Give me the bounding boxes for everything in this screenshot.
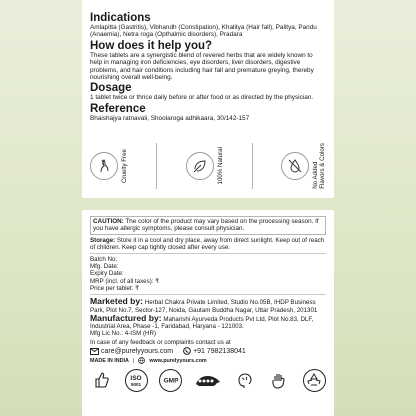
brain-icon [234,369,257,392]
marketed-text: Herbal Chakra Private Limited, Studio No.05B, IHDP Business Park, Plot No.7, Sector-127, Noida, Gautam Buddha Nagar, Uttar Pradesh, 201301 [90,299,318,314]
mrp-line [90,278,326,285]
marketed-label: Marketed by: [90,296,144,307]
website-link[interactable]: www.purelyyours.com [149,358,207,365]
made-in-india: MADE IN INDIA [90,358,129,365]
dosage-title: Dosage [90,82,132,95]
feature-label: 100% Natural [216,147,224,185]
caution-box [90,216,326,235]
mfg-lic: Mfg Lic No.: 4-ISM (HR) [90,330,157,338]
separator [156,143,157,189]
help-text: These tablets are a synergistic blend of revered herbs that are widely known to help in managing iron deficiencies, eye disorders, liver disorders, digestive problems, and hair conditions including hair fall and premature greying, thereby nourishing overall well-being. [90,51,314,82]
marketed-by [90,297,326,314]
hand-icon [268,369,291,392]
caution-label: CAUTION: [93,218,124,225]
reference-title: Reference [90,102,146,115]
separator [252,143,253,189]
separator: | [132,358,135,365]
like-icon [90,369,113,392]
mrp-label: MRP (incl. of all taxes): [90,277,154,285]
mfg-date: Mfg. Date: [90,263,119,271]
gmp-badge [159,369,182,392]
caution-text: The color of the product may vary based on the processing season. If you have allergic symptoms, please consult physician. [93,218,319,233]
indications-title: Indications [90,12,151,24]
divider [90,294,326,295]
leaf-icon [186,152,214,180]
whatsapp-icon [183,347,191,355]
feature-natural [186,147,224,185]
no-color-icon [281,152,309,180]
label-details-card [82,210,334,416]
svg-text:GMP: GMP [163,377,179,385]
dosage-text: 1 tablet twice or thrice daily before or after food or as directed by the physician. [90,94,314,102]
storage-text: Store it in a cool and dry place, away from direct sunlight. Keep out of reach of children. Keep cap tightly closed after every use. [90,236,325,251]
expiry-date: Expiry Date: [90,270,124,278]
feedback-text: In case of any feedback or complaints contact us at [90,338,231,346]
price-line [90,285,326,292]
reference-text: Bhaishajya ratnavali, Shoolaroga adhikaara, 30/142-157 [90,114,250,122]
rupee-symbol: ₹ [135,284,140,292]
email-contact[interactable] [90,347,173,356]
price-label: Price per tablet: [90,284,134,292]
phone-contact[interactable] [183,347,246,356]
manufactured-text: Maharishi Ayurveda Products Pvt Ltd, Plot No.83, DLF, Industrial Area, Phase -1, Faridabad, Haryana - 121003. [90,315,314,331]
recycle-icon [303,369,326,392]
feature-icons-row [90,138,326,194]
bunny-icon [90,152,118,180]
website-row [90,357,326,366]
svg-text:ISO: ISO [130,375,142,383]
rupee-symbol: ₹ [155,277,160,285]
batch-no: Batch No: [90,256,118,263]
svg-text:9001: 9001 [131,382,142,388]
help-title: How does it help you? [90,39,213,52]
feature-label: No Added Flavors & Colors [312,143,326,189]
iso-badge [125,369,148,392]
storage-label: Storage: [90,236,116,244]
divider [90,253,326,254]
make-in-india-lion [194,369,222,392]
storage-line [90,237,326,251]
manufactured-label: Manufactured by: [90,312,162,323]
globe-icon [138,357,145,366]
feature-no-colors [281,143,326,189]
email-text: care@purelyyours.com [101,347,174,355]
phone-text: +91 7982138041 [193,347,246,355]
feature-label: Cruelty Free [121,148,128,184]
certification-badges [90,369,326,392]
indications-text: Amlapitta (Gastritis), Vibhandh (Constipation), Khalitya (Hair fall), Palitya, Pandu (Anaemia), Netra roga (Opthalmic disorders), Pradara [90,24,317,39]
manufactured-by [90,314,326,331]
product-info-card [82,0,334,198]
contact-row [90,347,326,356]
email-icon [90,348,99,355]
feature-cruelty-free [90,149,128,183]
